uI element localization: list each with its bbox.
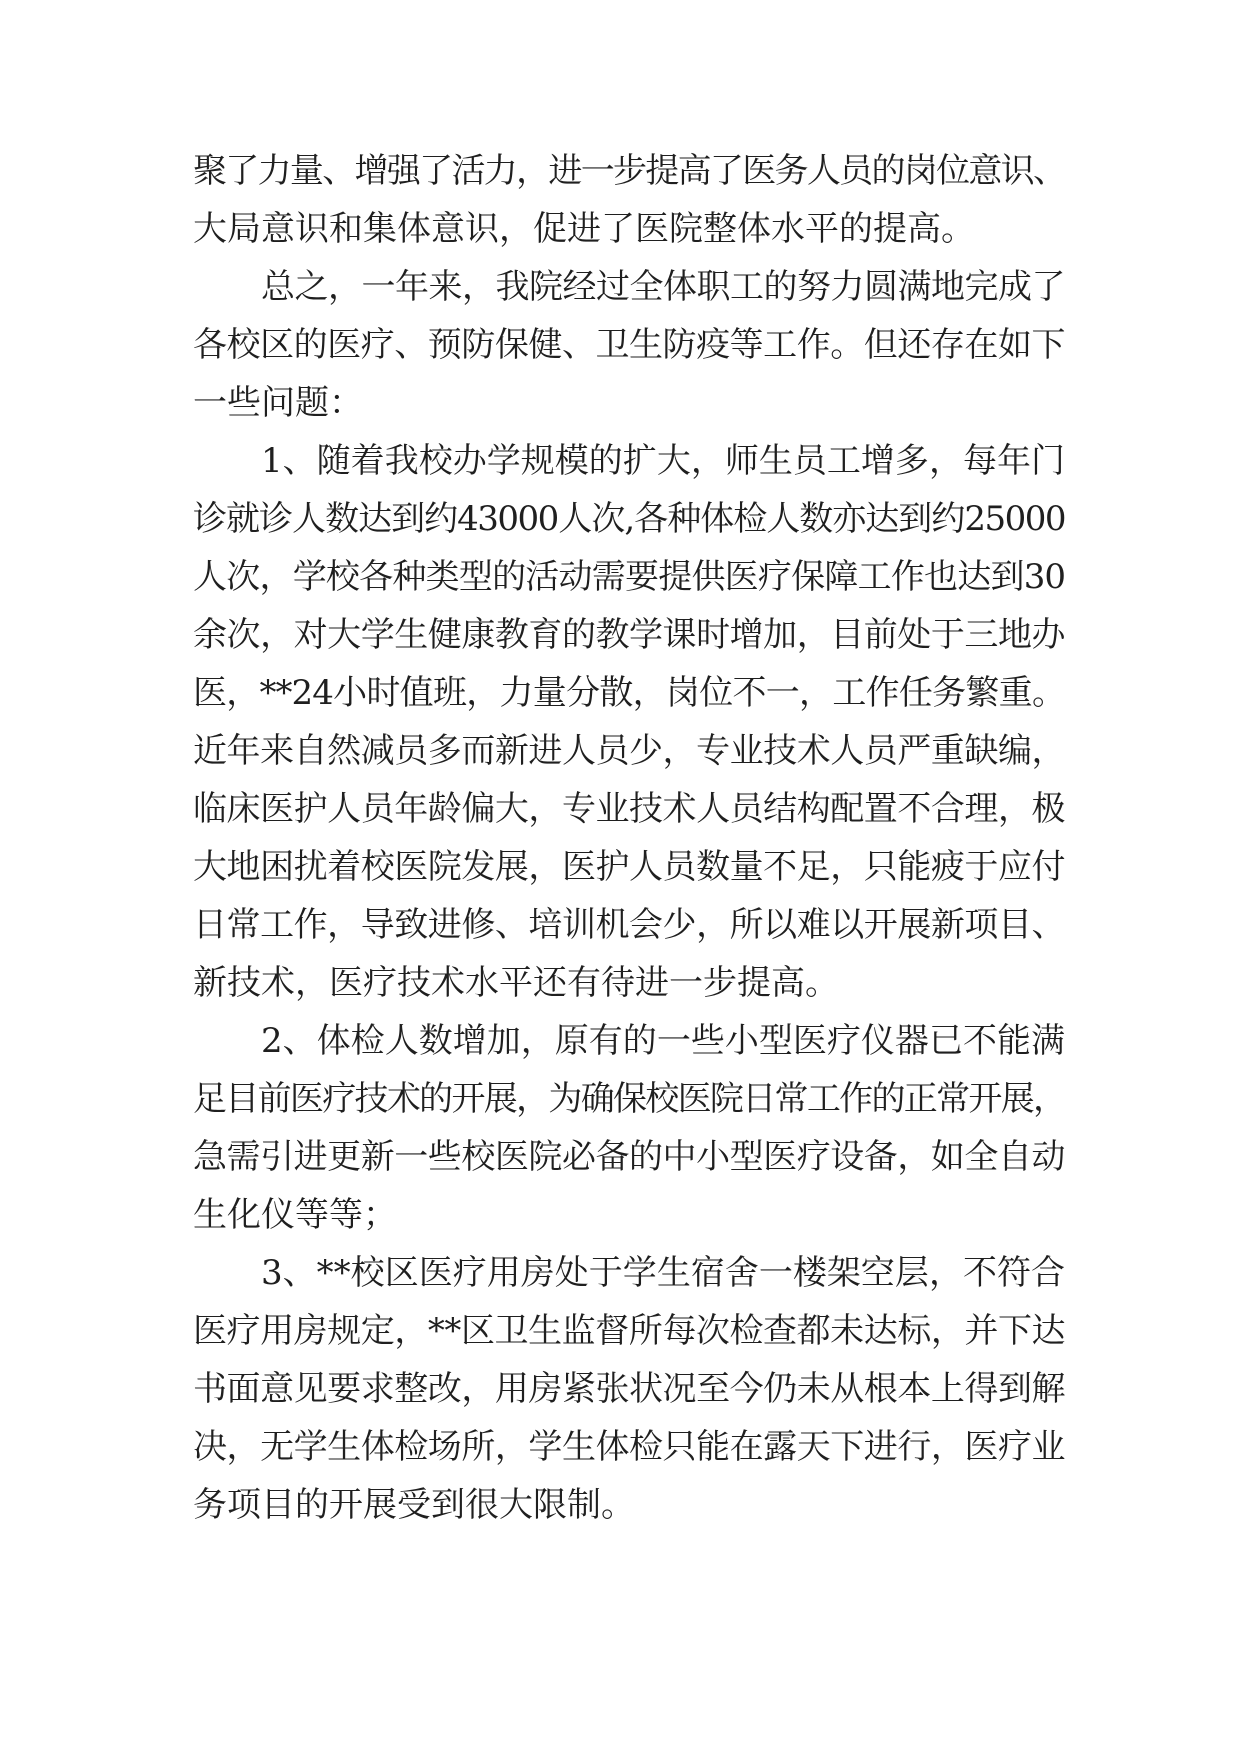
text-line: 人次，学校各种类型的活动需要提供医疗保障工作也达到30 [193,557,1065,597]
text-line: 近年来自然减员多而新进人员少，专业技术人员严重缺编， [193,731,1065,771]
body-text [193,142,1065,1534]
text-line: 聚了力量、增强了活力，进一步提高了医务人员的岗位意识、 [193,151,1065,191]
text-line: 日常工作，导致进修、培训机会少，所以难以开展新项目、 [193,905,1065,945]
text-line: 一些问题： [193,383,363,423]
text-line: 总之，一年来，我院经过全体职工的努力圆满地完成了 [261,267,1065,307]
text-line: 诊就诊人数达到约43000人次,各种体检人数亦达到约25000 [193,499,1065,539]
text-line: 各校区的医疗、预防保健、卫生防疫等工作。但还存在如下 [193,325,1065,365]
text-line: 3、**校区医疗用房处于学生宿舍一楼架空层，不符合 [261,1253,1065,1293]
text-line: 1、随着我校办学规模的扩大，师生员工增多，每年门 [261,441,1065,481]
text-line: 大局意识和集体意识，促进了医院整体水平的提高。 [193,209,975,249]
text-line: 足目前医疗技术的开展，为确保校医院日常工作的正常开展， [193,1079,1065,1119]
text-line: 务项目的开展受到很大限制。 [193,1485,635,1525]
text-line: 余次，对大学生健康教育的教学课时增加，目前处于三地办 [193,615,1065,655]
text-line: 生化仪等等； [193,1195,397,1235]
text-line: 医疗用房规定，**区卫生监督所每次检查都未达标，并下达 [193,1311,1065,1351]
text-line: 新技术，医疗技术水平还有待进一步提高。 [193,963,839,1003]
text-line: 决，无学生体检场所，学生体检只能在露天下进行，医疗业 [193,1427,1065,1467]
text-line: 2、体检人数增加，原有的一些小型医疗仪器已不能满 [261,1021,1065,1061]
text-line: 医，**24小时值班，力量分散，岗位不一，工作任务繁重。 [193,673,1065,713]
text-line: 书面意见要求整改，用房紧张状况至今仍未从根本上得到解 [193,1369,1065,1409]
text-line: 急需引进更新一些校医院必备的中小型医疗设备，如全自动 [193,1137,1065,1177]
text-line: 临床医护人员年龄偏大，专业技术人员结构配置不合理，极 [193,789,1065,829]
text-line: 大地困扰着校医院发展，医护人员数量不足，只能疲于应付 [193,847,1065,887]
